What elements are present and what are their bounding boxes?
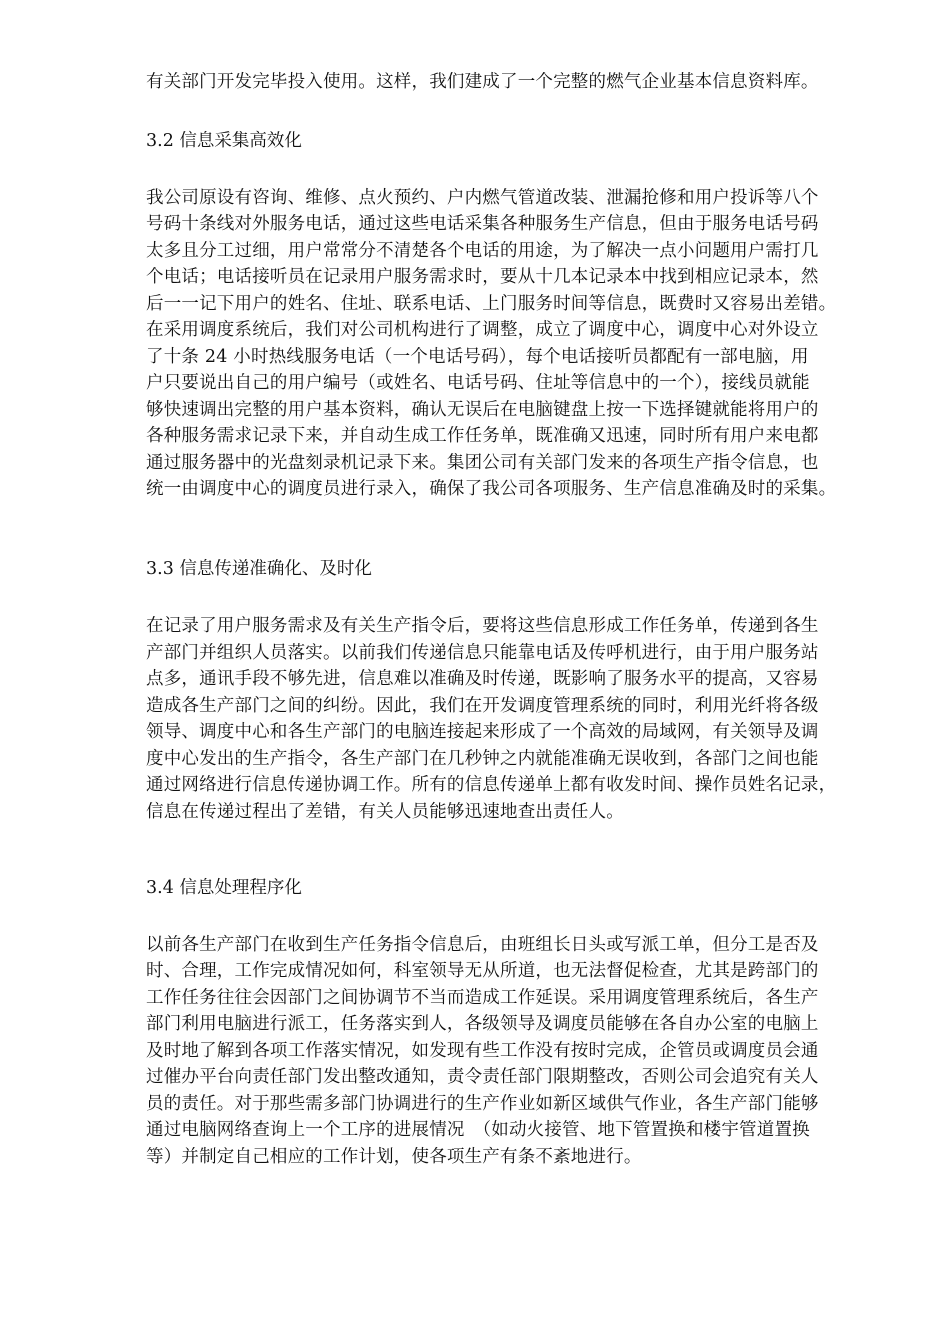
section-heading-3-4: 3.4 信息处理程序化 <box>146 878 302 898</box>
paragraph-line: 后一一记下用户的姓名、住址、联系电话、上门服务时间等信息，既费时又容易出差错。 <box>146 294 837 314</box>
section-heading-3-2: 3.2 信息采集高效化 <box>146 131 302 151</box>
section-heading-3-3: 3.3 信息传递准确化、及时化 <box>146 559 372 579</box>
paragraph-line: 个电话；电话接听员在记录用户服务需求时，要从十几本记录本中找到相应记录本，然 <box>146 267 819 287</box>
paragraph-line: 过催办平台向责任部门发出整改通知，责令责任部门限期整改，否则公司会追究有关人 <box>146 1067 819 1087</box>
paragraph-line: 通过网络进行信息传递协调工作。所有的信息传递单上都有收发时间、操作员姓名记录， <box>146 775 837 795</box>
paragraph-line: 太多且分工过细，用户常常分不清楚各个电话的用途，为了解决一点小问题用户需打几 <box>146 241 819 261</box>
paragraph-line: 度中心发出的生产指令，各生产部门在几秒钟之内就能准确无误收到，各部门之间也能 <box>146 749 819 769</box>
paragraph-line: 产部门并组织人员落实。以前我们传递信息只能靠电话及传呼机进行，由于用户服务站 <box>146 643 819 663</box>
paragraph-line: 在记录了用户服务需求及有关生产指令后，要将这些信息形成工作任务单，传递到各生 <box>146 616 819 636</box>
paragraph-line: 我公司原设有咨询、维修、点火预约、户内燃气管道改装、泄漏抢修和用户投诉等八个 <box>146 188 819 208</box>
intro-text-line: 有关部门开发完毕投入使用。这样，我们建成了一个完整的燃气企业基本信息资料库。 <box>146 72 819 92</box>
paragraph-line: 统一由调度中心的调度员进行录入，确保了我公司各项服务、生产信息准确及时的采集。 <box>146 479 837 499</box>
paragraph-line: 号码十条线对外服务电话，通过这些电话采集各种服务生产信息，但由于服务电话号码 <box>146 214 819 234</box>
paragraph-line: 等）并制定自己相应的工作计划，使各项生产有条不紊地进行。 <box>146 1147 642 1167</box>
paragraph-line: 工作任务往往会因部门之间协调节不当而造成工作延误。采用调度管理系统后，各生产 <box>146 988 819 1008</box>
paragraph-line: 通过电脑网络查询上一个工序的进展情况 （如动火接管、地下管置换和楼宇管道置换 <box>146 1120 810 1140</box>
paragraph-line: 点多，通讯手段不够先进，信息难以准确及时传递，既影响了服务水平的提高，又容易 <box>146 669 819 689</box>
paragraph-line: 户只要说出自己的用户编号（或姓名、电话号码、住址等信息中的一个），接线员就能 <box>146 373 810 393</box>
paragraph-line: 部门利用电脑进行派工，任务落实到人，各级领导及调度员能够在各自办公室的电脑上 <box>146 1014 819 1034</box>
paragraph-line: 通过服务器中的光盘刻录机记录下来。集团公司有关部门发来的各项生产指令信息，也 <box>146 453 819 473</box>
paragraph-line: 信息在传递过程出了差错，有关人员能够迅速地查出责任人。 <box>146 802 624 822</box>
paragraph-line: 以前各生产部门在收到生产任务指令信息后，由班组长日头或写派工单，但分工是否及 <box>146 935 819 955</box>
paragraph-line: 员的责任。对于那些需多部门协调进行的生产作业如新区域供气作业，各生产部门能够 <box>146 1094 819 1114</box>
paragraph-line: 及时地了解到各项工作落实情况，如发现有些工作没有按时完成，企管员或调度员会通 <box>146 1041 819 1061</box>
paragraph-line: 够快速调出完整的用户基本资料，确认无误后在电脑键盘上按一下选择键就能将用户的 <box>146 400 819 420</box>
paragraph-line: 了十条 24 小时热线服务电话（一个电话号码），每个电话接听员都配有一部电脑，用 <box>146 347 809 367</box>
paragraph-line: 造成各生产部门之间的纠纷。因此，我们在开发调度管理系统的同时，利用光纤将各级 <box>146 696 819 716</box>
paragraph-line: 领导、调度中心和各生产部门的电脑连接起来形成了一个高效的局域网，有关领导及调 <box>146 722 819 742</box>
paragraph-line: 各种服务需求记录下来，并自动生成工作任务单，既准确又迅速，同时所有用户来电都 <box>146 426 819 446</box>
paragraph-line: 时、合理，工作完成情况如何，科室领导无从所道，也无法督促检查，尤其是跨部门的 <box>146 961 819 981</box>
paragraph-line: 在采用调度系统后，我们对公司机构进行了调整，成立了调度中心，调度中心对外设立 <box>146 320 819 340</box>
